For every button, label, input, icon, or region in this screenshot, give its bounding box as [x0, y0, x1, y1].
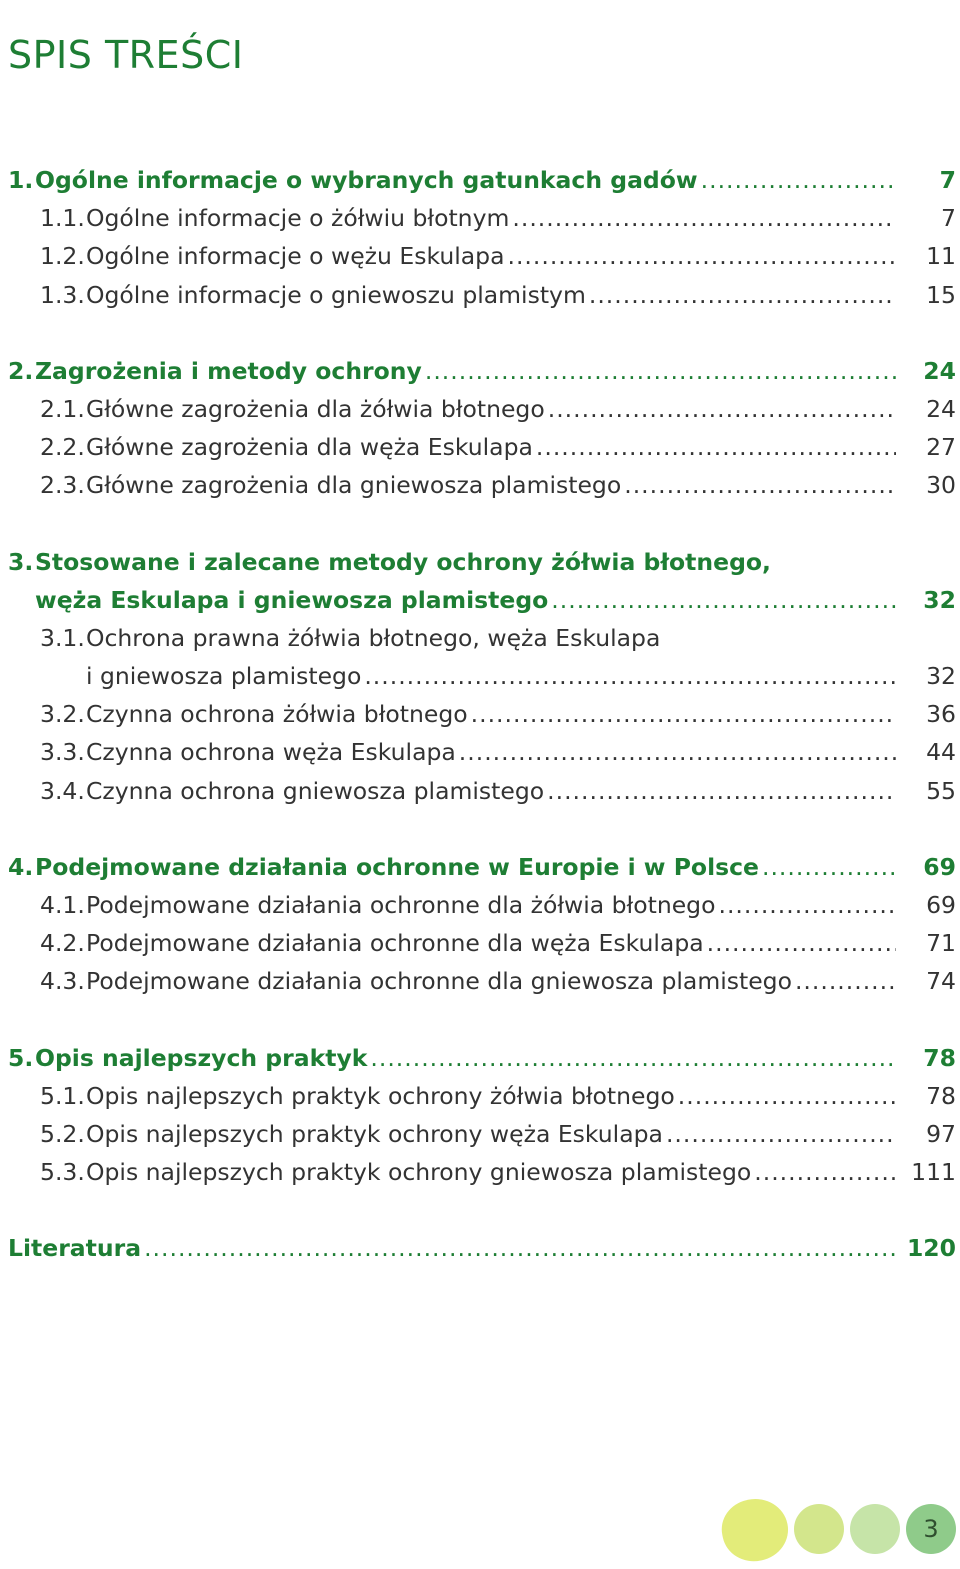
- toc-item-1-1[interactable]: [8, 199, 956, 237]
- page-number: 15: [926, 280, 956, 309]
- item-number: 1.2.: [40, 242, 85, 271]
- dot-leader: [707, 924, 896, 962]
- dot-leader: [144, 1229, 896, 1267]
- decorative-circle-yellow: [716, 1493, 793, 1567]
- section-number: 2.: [8, 356, 34, 385]
- section-gap: [8, 1191, 956, 1229]
- page-number: 97: [926, 1119, 956, 1148]
- dot-leader: [551, 581, 896, 619]
- toc-item-2-2[interactable]: [8, 428, 956, 466]
- toc-section-2[interactable]: [8, 352, 956, 390]
- item-number: 2.3.: [40, 471, 85, 500]
- literature-title: Literatura: [8, 1234, 142, 1263]
- dot-leader: [471, 695, 896, 733]
- toc-section-3-line-1[interactable]: [8, 543, 956, 581]
- toc-item-4-1[interactable]: [8, 886, 956, 924]
- item-title: Opis najlepszych praktyk ochrony żółwia błotnego: [86, 1081, 675, 1110]
- item-title: Czynna ochrona żółwia błotnego: [86, 700, 468, 729]
- toc-item-5-1[interactable]: [8, 1077, 956, 1115]
- page-number: 27: [926, 433, 956, 462]
- toc-item-3-3[interactable]: [8, 733, 956, 771]
- item-number: 2.2.: [40, 433, 85, 462]
- page-number: 78: [926, 1081, 956, 1110]
- section-gap: [8, 314, 956, 352]
- item-title: Główne zagrożenia dla gniewosza plamistego: [86, 471, 622, 500]
- page-number: 24: [923, 356, 956, 385]
- item-number: 5.2.: [40, 1119, 85, 1148]
- page-number: 32: [923, 585, 956, 614]
- page-number: 36: [926, 700, 956, 729]
- page-number: 11: [926, 242, 956, 271]
- section-title: Opis najlepszych praktyk: [35, 1043, 368, 1072]
- dot-leader: [425, 352, 896, 390]
- dot-leader: [589, 276, 896, 314]
- page-number: 78: [923, 1043, 956, 1072]
- dot-leader: [548, 390, 896, 428]
- item-number: 5.1.: [40, 1081, 85, 1110]
- dot-leader: [624, 466, 896, 504]
- section-title-line-1: Stosowane i zalecane metody ochrony żółwia błotnego,: [35, 547, 771, 576]
- toc-literature[interactable]: [8, 1229, 956, 1267]
- toc-item-3-1-line-1[interactable]: [8, 619, 956, 657]
- section-title: Zagrożenia i metody ochrony: [35, 356, 422, 385]
- item-title-line-1: Ochrona prawna żółwia błotnego, węża Eskulapa: [86, 623, 661, 652]
- item-number: 3.1.: [40, 623, 85, 652]
- item-number: 1.3.: [40, 280, 85, 309]
- dot-leader: [795, 962, 896, 1000]
- page-number: 74: [926, 967, 956, 996]
- section-gap: [8, 810, 956, 848]
- dot-leader: [666, 1115, 896, 1153]
- toc-item-1-2[interactable]: [8, 237, 956, 275]
- toc-item-3-2[interactable]: [8, 695, 956, 733]
- page-number: 69: [923, 852, 956, 881]
- page-number: 55: [926, 776, 956, 805]
- item-number: 5.3.: [40, 1158, 85, 1187]
- toc-section-4[interactable]: [8, 848, 956, 886]
- dot-leader: [701, 161, 896, 199]
- item-title: Podejmowane działania ochronne dla gniewosza plamistego: [86, 967, 792, 996]
- item-title: Ogólne informacje o gniewoszu plamistym: [86, 280, 586, 309]
- section-title: Ogólne informacje o wybranych gatunkach gadów: [35, 166, 698, 194]
- dot-leader: [459, 733, 896, 771]
- item-number: 3.3.: [40, 738, 85, 767]
- toc-item-4-2[interactable]: [8, 924, 956, 962]
- page-number: 71: [926, 929, 956, 958]
- item-title: Opis najlepszych praktyk ochrony węża Eskulapa: [86, 1119, 663, 1148]
- section-gap: [8, 1001, 956, 1039]
- item-number: 4.1.: [40, 891, 85, 919]
- item-title: Ogólne informacje o wężu Eskulapa: [86, 242, 505, 271]
- section-number: 4.: [8, 852, 34, 881]
- dot-leader: [507, 237, 896, 275]
- section-number: 5.: [8, 1043, 34, 1072]
- page-number: 69: [926, 891, 956, 919]
- toc-item-2-3[interactable]: [8, 466, 956, 504]
- item-number: 3.2.: [40, 700, 85, 729]
- page-number: 7: [939, 166, 956, 194]
- page-number: 7: [941, 204, 956, 233]
- decorative-circle-pale-green: [850, 1504, 900, 1554]
- dot-leader: [547, 772, 896, 810]
- item-number: 3.4.: [40, 776, 85, 805]
- item-title: Główne zagrożenia dla żółwia błotnego: [86, 394, 545, 423]
- toc-item-5-2[interactable]: [8, 1115, 956, 1153]
- page-title: SPIS TREŚCI: [8, 33, 244, 78]
- dot-leader: [678, 1077, 896, 1115]
- dot-leader: [762, 848, 896, 886]
- section-gap: [8, 505, 956, 543]
- table-of-contents: [8, 161, 956, 1268]
- item-number: 1.1.: [40, 204, 85, 233]
- page-number: 111: [911, 1158, 956, 1187]
- dot-leader: [754, 1153, 896, 1191]
- section-title-line-2: węża Eskulapa i gniewosza plamistego: [35, 585, 549, 614]
- section-number: 3.: [8, 547, 34, 576]
- dot-leader: [364, 657, 896, 695]
- dot-leader: [718, 886, 896, 924]
- dot-leader: [512, 199, 896, 237]
- item-title: Czynna ochrona gniewosza plamistego: [86, 776, 545, 805]
- item-title: Główne zagrożenia dla węża Eskulapa: [86, 433, 533, 462]
- toc-item-2-1[interactable]: [8, 390, 956, 428]
- item-number: 4.2.: [40, 929, 85, 958]
- toc-section-1[interactable]: [8, 161, 956, 199]
- page-number: 44: [926, 738, 956, 767]
- decorative-circle-lime: [794, 1504, 844, 1554]
- dot-leader: [536, 428, 896, 466]
- page-number: 30: [926, 471, 956, 500]
- page-number-badge: 3: [906, 1504, 956, 1554]
- toc-item-3-4[interactable]: [8, 772, 956, 810]
- page-number: 32: [926, 662, 956, 691]
- toc-item-4-3[interactable]: [8, 962, 956, 1000]
- toc-item-3-1-line-2[interactable]: [8, 657, 956, 695]
- item-title: Podejmowane działania ochronne dla węża Eskulapa: [86, 929, 704, 958]
- item-title: Ogólne informacje o żółwiu błotnym: [86, 204, 510, 233]
- section-number: 1.: [8, 166, 34, 194]
- toc-section-5[interactable]: [8, 1039, 956, 1077]
- page-number: 24: [926, 394, 956, 423]
- page-number: 120: [906, 1234, 956, 1263]
- page-number-decoration: [718, 1497, 958, 1565]
- dot-leader: [370, 1039, 896, 1077]
- item-number: 2.1.: [40, 394, 85, 423]
- item-title: Czynna ochrona węża Eskulapa: [86, 738, 456, 767]
- toc-item-5-3[interactable]: [8, 1153, 956, 1191]
- item-title: Podejmowane działania ochronne dla żółwia błotnego: [86, 891, 716, 919]
- section-title: Podejmowane działania ochronne w Europie i w Polsce: [35, 852, 759, 881]
- item-title: Opis najlepszych praktyk ochrony gniewosza plamistego: [86, 1158, 752, 1187]
- toc-item-1-3[interactable]: [8, 276, 956, 314]
- item-number: 4.3.: [40, 967, 85, 996]
- item-title-line-2: i gniewosza plamistego: [86, 662, 362, 691]
- toc-section-3-line-2[interactable]: [8, 581, 956, 619]
